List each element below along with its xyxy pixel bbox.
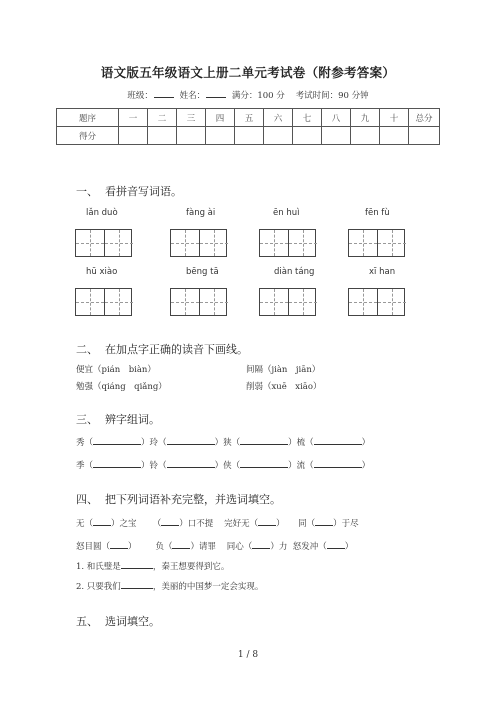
idiom-blank[interactable] <box>161 517 179 526</box>
idiom-blank[interactable] <box>110 540 128 549</box>
answer-blank[interactable] <box>240 459 288 468</box>
header-cell: 题序 <box>57 109 119 127</box>
header-cell: 五 <box>235 109 264 127</box>
fill-question-1 <box>76 560 229 572</box>
answer-blank[interactable] <box>314 459 362 468</box>
writing-grid[interactable] <box>170 229 227 257</box>
reading-item: 勉强（qiáng qiǎng） <box>76 382 167 392</box>
section-number: 五、 <box>76 615 98 628</box>
idiom-text: ）力 <box>270 542 288 552</box>
score-cell[interactable] <box>293 127 322 145</box>
char-prompt: 狭 <box>223 438 232 448</box>
header-cell: 二 <box>148 109 177 127</box>
idiom-text: ） <box>276 519 285 529</box>
section-2-heading <box>76 341 248 357</box>
header-cell: 四 <box>206 109 235 127</box>
writing-grid[interactable] <box>75 229 132 257</box>
section-title: 在加点字正确的读音下画线。 <box>105 343 248 356</box>
pinyin-label: bēng tā <box>186 267 219 277</box>
score-cell[interactable] <box>264 127 293 145</box>
score-cell[interactable] <box>206 127 235 145</box>
section-title: 看拼音写词语。 <box>105 185 182 198</box>
pinyin-label: fēn fù <box>365 208 390 218</box>
idiom-text: 怒发冲（ <box>292 542 327 552</box>
idiom-text: 同（ <box>298 519 316 529</box>
section-number: 四、 <box>76 493 98 506</box>
idiom-row <box>76 540 353 552</box>
exam-info-line <box>0 89 496 101</box>
idiom-text: 同心（ <box>226 542 253 552</box>
writing-grid[interactable] <box>348 229 405 257</box>
fill-question-2 <box>76 580 263 592</box>
header-cell: 九 <box>351 109 380 127</box>
score-table-header-row <box>57 109 440 127</box>
exam-time-label: 考试时间：90 分钟 <box>295 91 369 101</box>
name-blank <box>206 89 226 98</box>
answer-blank[interactable] <box>93 459 141 468</box>
reading-item: 间隔（jiàn jiān） <box>246 365 321 375</box>
writing-grid[interactable] <box>75 288 132 316</box>
idiom-text: 怒目圆（ <box>76 542 111 552</box>
idiom-blank[interactable] <box>252 540 270 549</box>
header-cell: 一 <box>119 109 148 127</box>
reading-item: 削弱（xuē xiāo） <box>246 382 322 392</box>
section-number: 二、 <box>76 343 98 356</box>
question-text: ，秦王想要得到它。 <box>152 562 230 572</box>
pinyin-label: ēn huì <box>273 208 300 218</box>
reading-item: 便宜（pián biàn） <box>76 365 156 375</box>
header-cell: 总分 <box>409 109 440 127</box>
char-prompt: 玲 <box>149 438 159 448</box>
char-prompt: 铃 <box>149 461 159 471</box>
word-group-row: 季（ ）铃（ ）侠（ ）流（ ） <box>76 461 371 471</box>
header-cell: 三 <box>177 109 206 127</box>
score-cell[interactable] <box>380 127 409 145</box>
writing-grid[interactable] <box>348 288 405 316</box>
question-text: 2. 只要我们 <box>76 582 121 592</box>
pinyin-label: diàn táng <box>274 267 315 277</box>
char-prompt: 流 <box>296 461 306 471</box>
answer-blank[interactable] <box>167 459 215 468</box>
header-cell: 七 <box>293 109 322 127</box>
pinyin-label: fàng ài <box>186 208 216 218</box>
full-score-label: 满分：100 分 <box>231 91 285 101</box>
idiom-blank[interactable] <box>315 517 333 526</box>
header-cell: 八 <box>322 109 351 127</box>
class-blank <box>154 89 174 98</box>
idiom-row <box>76 517 359 529</box>
section-4-heading <box>76 491 281 507</box>
idiom-blank[interactable] <box>172 540 190 549</box>
score-cell[interactable] <box>235 127 264 145</box>
section-1-heading <box>76 183 182 199</box>
section-title: 辨字组词。 <box>105 413 160 426</box>
answer-blank[interactable] <box>93 436 141 445</box>
name-label: 姓名： <box>179 91 206 101</box>
section-number: 三、 <box>76 413 98 426</box>
score-cell[interactable] <box>409 127 440 145</box>
score-table-score-row <box>57 127 440 145</box>
answer-blank[interactable] <box>121 560 153 569</box>
page-number: 1 / 8 <box>237 650 259 660</box>
idiom-blank[interactable] <box>327 540 345 549</box>
idiom-text: 完好无（ <box>224 519 259 529</box>
section-3-heading <box>76 411 160 427</box>
answer-blank[interactable] <box>167 436 215 445</box>
char-prompt: 侠 <box>223 461 232 471</box>
question-text: ，美丽的中国梦一定会实现。 <box>152 582 264 592</box>
answer-blank[interactable] <box>121 580 153 589</box>
section-title: 选词填空。 <box>105 615 160 628</box>
pinyin-label: hū xiào <box>86 267 118 277</box>
writing-grid[interactable] <box>259 288 316 316</box>
section-title: 把下列词语补充完整，并选词填空。 <box>105 493 281 506</box>
idiom-text: ）口不提 <box>179 519 214 529</box>
document-title: 语文版五年级语文上册二单元考试卷（附参考答案） <box>100 65 396 80</box>
char-prompt: 季 <box>76 461 85 471</box>
idiom-text: （ <box>152 519 162 529</box>
char-prompt: 梳 <box>296 438 306 448</box>
score-cell[interactable] <box>322 127 351 145</box>
section-number: 一、 <box>76 185 98 198</box>
score-cell[interactable] <box>177 127 206 145</box>
header-cell: 十 <box>380 109 409 127</box>
idiom-text: 无（ <box>76 519 94 529</box>
idiom-blank[interactable] <box>258 517 276 526</box>
idiom-text: ）请罪 <box>190 542 216 552</box>
header-cell: 六 <box>264 109 293 127</box>
score-cell[interactable] <box>119 127 148 145</box>
idiom-text: ） <box>344 542 354 552</box>
pinyin-label: xī han <box>369 267 396 277</box>
section-5-heading <box>76 613 160 629</box>
class-label: 班级： <box>127 91 153 101</box>
score-cell[interactable] <box>351 127 380 145</box>
answer-blank[interactable] <box>240 436 288 445</box>
score-cell[interactable] <box>148 127 177 145</box>
score-row-label: 得分 <box>57 127 119 145</box>
char-prompt: 秀 <box>76 438 85 448</box>
answer-blank[interactable] <box>314 436 362 445</box>
word-group-row: 秀（ ）玲（ ）狭（ ）梳（ ） <box>76 438 371 448</box>
idiom-text: 负（ <box>155 542 173 552</box>
score-table <box>56 108 440 145</box>
pinyin-label: lǎn duò <box>86 208 118 218</box>
writing-grid[interactable] <box>259 229 316 257</box>
idiom-text: ） <box>128 542 137 552</box>
question-text: 1. 和氏璧是 <box>76 562 121 572</box>
idiom-text: ）于尽 <box>333 519 359 529</box>
idiom-text: ）之宝 <box>111 519 137 529</box>
idiom-blank[interactable] <box>93 517 111 526</box>
writing-grid[interactable] <box>170 288 227 316</box>
